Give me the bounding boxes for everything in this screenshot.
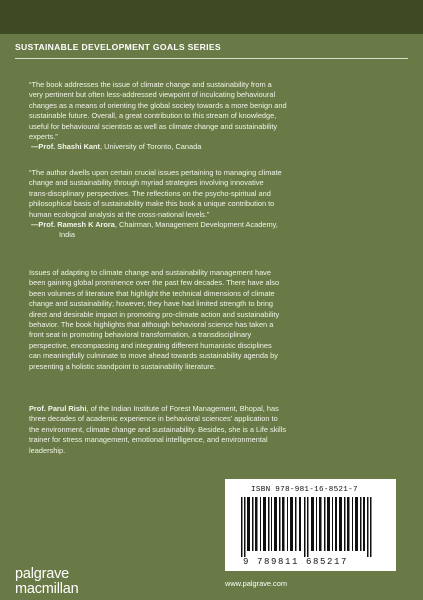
barcode-icon <box>241 497 381 557</box>
quote-2-text: “The author dwells upon certain crucial issues pertaining to managing climate change and sustainability through myriad strategies involving innovative trans-disciplinary perspectives. The reflections on the psycho-spiritual and philosophical basis of sustainability make this book a unique contribution to human ecological analysis at the cross-national levels.” <box>29 168 282 219</box>
author-bio <box>29 404 393 456</box>
quote-2-affiliation: , Chairman, Management Development Academy, <box>114 220 278 229</box>
book-description: Issues of adapting to climate change and sustainability management have been gaining global prominence over the past few decades. There have also been volumes of literature that highlight the technical dimensions of climate change and sustainability; however, they have had limited strength to bring direct and desirable impact in promoting pro-climate action and sustainability behavior. The book highlights that although behavioral science has taken a front seat in promoting behavioral transformation, a transdisciplinary perspective, encompassing and integrating different humanistic disciplines can meaningfully culminate to move ahead towards sustainability agenda by presenting a holistic standpoint to sustainability literature. <box>29 268 280 371</box>
quote-1-attribution <box>31 142 391 152</box>
isbn-text: ISBN 978-981-16-8521-7 <box>251 486 358 494</box>
quote-2-attribution <box>31 220 391 241</box>
author-bio-text: , of the Indian Institute of Forest Management, Bhopal, has three decades of academic experience in behavioral sciences’ application to the environment, climate change and sustainability. Besides, she is a Life skills trainer for stress management, emotional intelligence, and environmental leadership. <box>29 404 287 455</box>
quote-1-text: “The book addresses the issue of climate change and sustainability from a very pertinent but often less-addressed viewpoint of inculcating behavioural changes as a means of orienting the global society towards a more benign and sustainable future. Overall, a great contribution to this stream of knowledge, useful for behavioural scientists as well as climate change and sustainability experts.” <box>29 80 287 142</box>
publisher-website: www.palgrave.com <box>225 579 288 588</box>
barcode-box <box>225 479 396 571</box>
quote-1-affiliation: , University of Toronto, Canada <box>100 142 202 151</box>
publisher-logo-line1: palgrave <box>15 566 70 582</box>
barcode-digits: 9 789811 685217 <box>243 557 349 567</box>
divider <box>15 58 408 59</box>
quote-2-affiliation-line2: India <box>59 230 76 240</box>
quote-1-author: —Prof. Shashi Kant <box>31 142 100 151</box>
top-band <box>0 0 423 34</box>
series-title: SUSTAINABLE DEVELOPMENT GOALS SERIES <box>15 42 221 52</box>
publisher-logo-line2: macmillan <box>15 581 79 597</box>
author-name: Prof. Parul Rishi <box>29 404 87 413</box>
quote-2-author: —Prof. Ramesh K Arora <box>31 220 115 229</box>
